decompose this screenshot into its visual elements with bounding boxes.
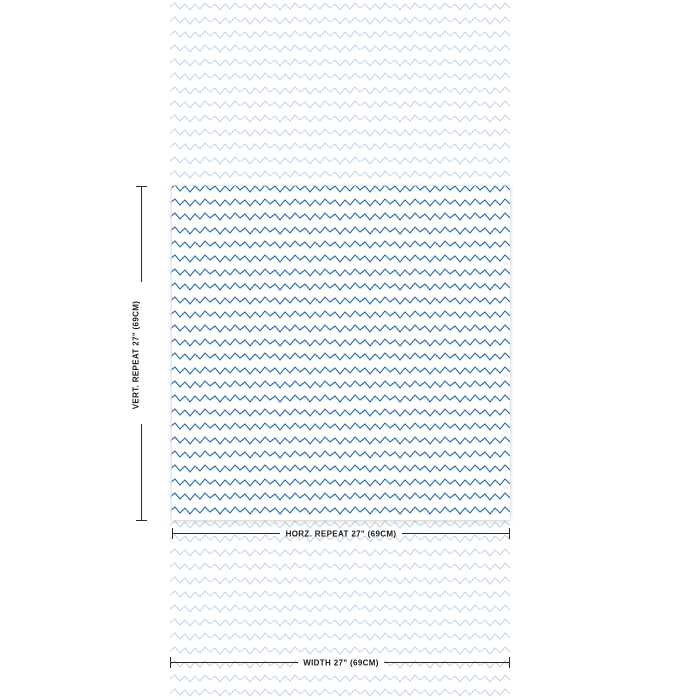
width-rule-cap-left [170,657,171,668]
repeat-tile-highlight[interactable] [172,186,510,520]
horizontal-rule-cap-left [172,528,173,539]
vertical-rule-cap-bottom [136,520,147,521]
width-label: WIDTH 27" (69CM) [298,659,384,668]
horizontal-rule-left [172,533,280,534]
width-rule-cap-right [509,657,510,668]
vertical-rule-cap-top [136,186,147,187]
vertical-rule-upper [141,186,142,282]
wave-pattern-highlight [172,186,510,520]
horizontal-rule-cap-right [509,528,510,539]
horizontal-repeat-label: HORZ. REPEAT 27" (69CM) [285,529,397,539]
vertical-rule-lower [141,424,142,520]
horizontal-rule-right [402,533,510,534]
vertical-repeat-label: VERT. REPEAT 27" (69CM) [131,300,141,410]
